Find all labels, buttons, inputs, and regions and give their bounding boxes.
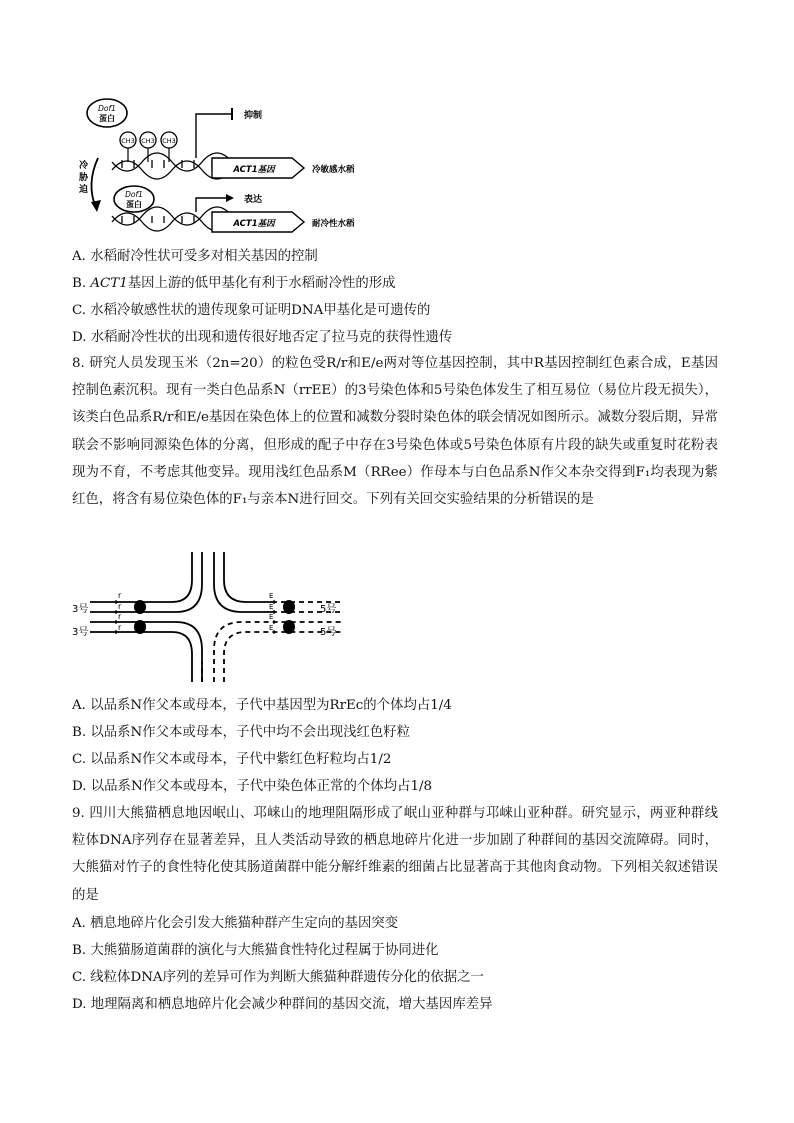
q7-option-d: D. 水稻耐冷性状的出现和遗传很好地否定了拉马克的获得性遗传	[72, 330, 453, 345]
centromere-5-b	[283, 620, 295, 634]
express-label: 表达	[244, 195, 263, 205]
label-5-bottom: 5号	[320, 627, 337, 638]
label-3-bottom: 3号	[72, 627, 89, 638]
q8-stem: 8. 研究人员发现玉米（2n=20）的粒色受R/r和E/e两对等位基因控制，其中R基因控制红色素合成，E基因控制色素沉积。现有一类白色品系N（rrEE）的3号染色体和5号染色体发生了相互易位（易位片段无损失），该类白色品系R/r和E/e基因在染色体上的位置和减数分裂时染色体的联会情况如图所示。减数分裂后期，异常联会不影响同源染色体的分离，但形成的配子中存在3号染色体或5号染色体原有片段的缺失或重复时花粉表现为不育，不考虑其他变异。现用浅红色品系M（RRee）作母本与白色品系N作父本杂交得到F₁均表现为紫红色，将含有易位染色体的F₁与亲本N进行回交。下列有关回交实验结果的分析错误的是	[72, 356, 718, 508]
methyl-2: CH3	[141, 137, 155, 145]
gene-label-bottom: ACT1基因	[233, 219, 275, 229]
gene-r-4: r	[118, 623, 122, 632]
protein-top-line1: Dof1	[98, 104, 116, 113]
rice-bottom-label: 耐冷性水稻	[312, 219, 355, 229]
q9-option-b: B. 大熊猫肠道菌群的演化与大熊猫食性特化过程属于协同进化	[72, 943, 439, 958]
q8-option-a: A. 以品系N作父本或母本，子代中基因型为RrEc的个体均占1/4	[72, 698, 452, 713]
dna-methylation-figure	[72, 96, 362, 236]
protein-bottom-line2: 蛋白	[126, 200, 142, 209]
label-5-top: 5号	[320, 604, 337, 615]
gene-r-3: r	[118, 612, 122, 621]
protein-bottom-line1: Dof1	[125, 190, 143, 199]
q8-option-b: B. 以品系N作父本或母本，子代中均不会出现浅红色籽粒	[72, 725, 411, 740]
centromere-5-a	[283, 600, 295, 614]
q7-option-a: A. 水稻耐冷性状可受多对相关基因的控制	[72, 249, 318, 264]
gene-r-2: r	[118, 602, 122, 611]
protein-top-line2: 蛋白	[99, 114, 115, 123]
suppress-label: 抑制	[244, 111, 263, 121]
chromosome-pairing-figure	[72, 550, 372, 684]
centromere-3-a	[134, 600, 146, 614]
methyl-3: CH3	[162, 137, 176, 145]
q9-option-c: C. 线粒体DNA序列的差异可作为判断大熊猫种群遗传分化的依据之一	[72, 970, 484, 985]
q9-option-a: A. 栖息地碎片化会引发大熊猫种群产生定向的基因突变	[72, 916, 399, 931]
q8-option-c: C. 以品系N作父本或母本，子代中紫红色籽粒均占1/2	[72, 752, 392, 767]
q8-option-d: D. 以品系N作父本或母本，子代中染色体正常的个体均占1/8	[72, 779, 433, 794]
cold-stress-arrow	[91, 158, 98, 208]
q7-option-c: C. 水稻冷敏感性状的遗传现象可证明DNA甲基化是可遗传的	[72, 303, 431, 318]
centromere-3-b	[134, 620, 146, 634]
side-label-3: 迫	[79, 185, 89, 195]
gene-e-4: E	[269, 624, 274, 632]
q9-option-d: D. 地理隔离和栖息地碎片化会减少种群间的基因交流，增大基因库差异	[72, 997, 493, 1012]
q7-option-b: B. ACT1基因上游的低甲基化有利于水稻耐冷性的形成	[72, 276, 396, 291]
gene-e-3: E	[269, 613, 274, 621]
rice-top-label: 冷敏感水稻	[312, 165, 355, 175]
gene-e-1: E	[269, 592, 274, 600]
side-label-2: 胁	[79, 173, 89, 183]
side-label-1: 冷	[79, 161, 89, 171]
label-3-top: 3号	[72, 604, 89, 615]
gene-label-top: ACT1基因	[233, 165, 275, 175]
gene-e-2: E	[269, 603, 274, 611]
gene-r-1: r	[118, 591, 122, 600]
methyl-1: CH3	[121, 137, 135, 145]
q9-stem: 9. 四川大熊猫栖息地因岷山、邛崃山的地理阻隔形成了岷山亚种群与邛崃山亚种群。研究显示，两亚种群线粒体DNA序列存在显著差异，且人类活动导致的栖息地碎片化进一步加剧了种群间的基因交流障碍。同时，大熊猫对竹子的食性特化使其肠道菌群中能分解纤维素的细菌占比显著高于其他肉食动物。下列相关叙述错误的是	[72, 806, 718, 903]
